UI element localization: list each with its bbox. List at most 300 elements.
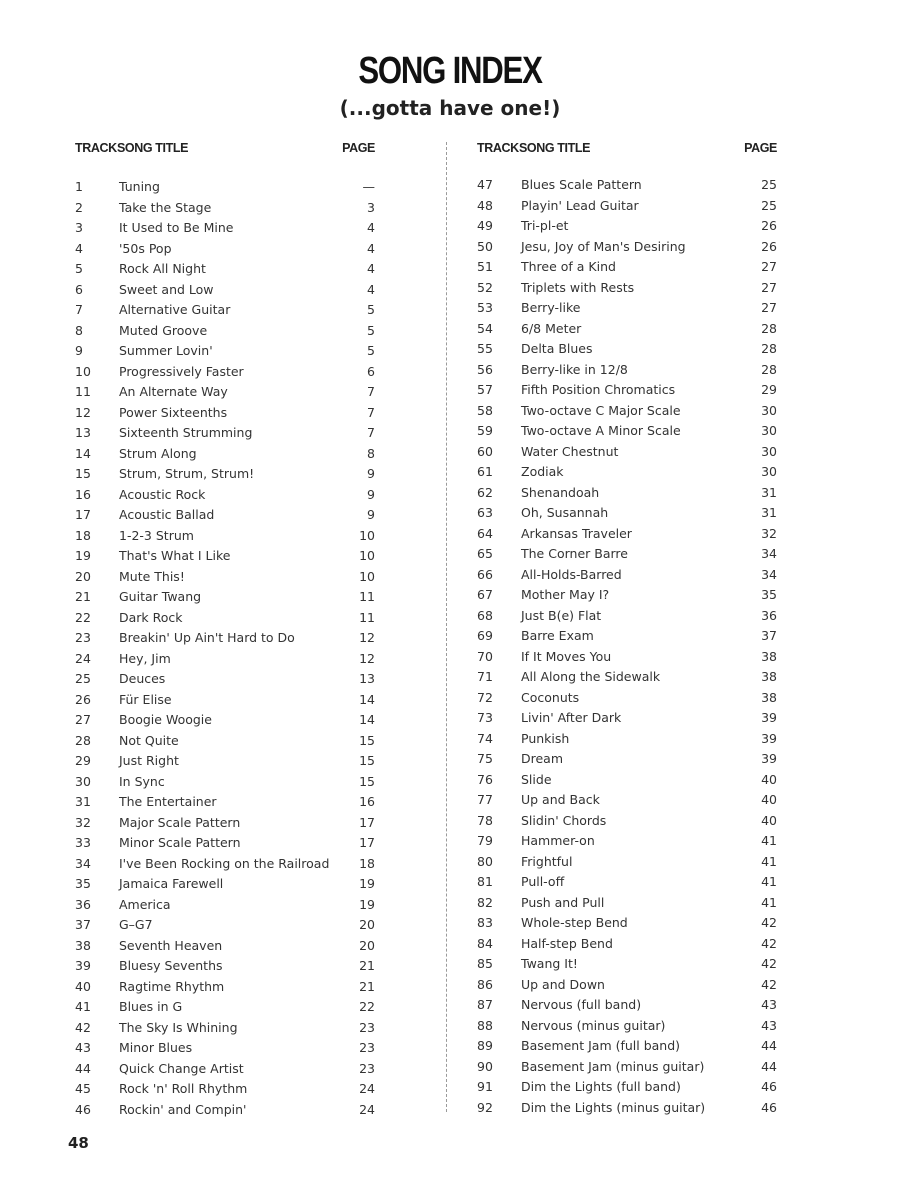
page-reference: 19 (359, 876, 375, 891)
page-reference: 30 (761, 464, 777, 479)
index-row (475, 1098, 785, 1119)
page-header: PAGE (744, 141, 777, 155)
song-title: Dim the Lights (minus guitar) (521, 1099, 706, 1115)
track-number: 9 (75, 343, 83, 358)
track-number: 60 (477, 443, 493, 459)
page-reference: 19 (359, 896, 375, 912)
index-row (73, 997, 383, 1018)
song-title: All Along the Sidewalk (521, 669, 661, 684)
page-reference: 46 (761, 1099, 777, 1115)
index-row (475, 934, 785, 955)
song-title: Rock All Night (119, 261, 206, 276)
page-reference: 24 (359, 1081, 375, 1096)
index-row (475, 708, 785, 729)
song-title: Rock 'n' Roll Rhythm (119, 1081, 248, 1096)
page-reference: 39 (761, 751, 777, 766)
song-title: Guitar Twang (119, 589, 202, 604)
page-reference: 7 (367, 384, 375, 399)
song-title: Nervous (minus guitar) (521, 1017, 666, 1033)
index-row (73, 198, 383, 219)
track-number: 49 (477, 218, 493, 233)
index-row (73, 690, 383, 711)
song-title: Berry-like (521, 300, 581, 315)
track-number: 50 (477, 238, 493, 254)
song-title: Two-octave C Major Scale (521, 402, 681, 418)
song-title: Oh, Susannah (521, 505, 609, 520)
song-title: Jamaica Farewell (119, 876, 224, 891)
song-title: Triplets with Rests (521, 279, 635, 295)
song-title: Acoustic Rock (119, 486, 206, 502)
page-reference: 42 (761, 935, 777, 951)
track-number: 29 (75, 753, 91, 768)
index-row (73, 608, 383, 629)
track-number: 30 (75, 773, 91, 789)
page-reference: 18 (359, 855, 375, 871)
page-reference: 23 (359, 1019, 375, 1035)
page-reference: 20 (359, 937, 375, 953)
page-reference: 7 (367, 404, 375, 420)
page-subtitle: (...gotta have one!) (339, 96, 561, 120)
index-row (73, 731, 383, 752)
track-number: 78 (477, 812, 493, 828)
page-reference: 26 (761, 218, 777, 233)
track-number: 88 (477, 1017, 493, 1033)
track-number: 53 (477, 300, 493, 315)
index-row (475, 913, 785, 934)
index-row (475, 975, 785, 996)
song-title: Rockin' and Compin' (119, 1101, 247, 1117)
song-title: If It Moves You (521, 648, 612, 664)
song-title: Just B(e) Flat (521, 607, 602, 623)
page-reference: 15 (359, 773, 375, 789)
page-reference: 14 (359, 691, 375, 707)
page-reference: 17 (359, 835, 375, 850)
track-number: 14 (75, 445, 91, 461)
track-number: 54 (477, 320, 493, 336)
index-row (475, 667, 785, 688)
index-row (73, 854, 383, 875)
song-title: Hammer-on (521, 833, 595, 848)
page-reference: 30 (761, 443, 777, 459)
index-row (73, 239, 383, 260)
song-title: Summer Lovin' (119, 343, 213, 358)
page-reference: 35 (761, 587, 777, 602)
page-reference: 11 (359, 589, 375, 604)
song-title: Minor Blues (119, 1040, 193, 1055)
index-row (475, 298, 785, 319)
page-reference: 32 (761, 525, 777, 541)
index-row (73, 218, 383, 239)
track-number: 44 (75, 1060, 91, 1076)
song-title: Arkansas Traveler (521, 525, 632, 541)
track-number: 59 (477, 423, 493, 438)
page-reference: — (362, 179, 375, 194)
page-reference: 28 (761, 361, 777, 377)
index-row (475, 503, 785, 524)
index-row (475, 278, 785, 299)
index-row (475, 1077, 785, 1098)
index-row (73, 259, 383, 280)
song-title: 1-2-3 Strum (119, 527, 194, 543)
song-title: All-Holds-Barred (521, 566, 622, 582)
page-header: PAGE (342, 141, 375, 155)
track-number: 1 (75, 179, 83, 194)
track-number: 71 (477, 669, 493, 684)
song-title: Major Scale Pattern (119, 814, 241, 830)
index-row (73, 895, 383, 916)
page-reference: 7 (367, 425, 375, 440)
song-title: Seventh Heaven (119, 937, 223, 953)
song-title: Dark Rock (119, 609, 183, 625)
page-reference: 12 (359, 650, 375, 666)
song-title-header: SONG TITLE (519, 141, 591, 155)
page-reference: 5 (367, 322, 375, 338)
page-reference: 3 (367, 199, 375, 215)
index-row (475, 729, 785, 750)
song-title: Ragtime Rhythm (119, 978, 225, 994)
index-row (475, 606, 785, 627)
index-row (73, 526, 383, 547)
song-title: Three of a Kind (521, 259, 616, 274)
track-number: 45 (75, 1081, 91, 1096)
track-number: 34 (75, 855, 91, 871)
track-number: 80 (477, 853, 493, 869)
track-number: 40 (75, 978, 91, 994)
page-reference: 42 (761, 956, 777, 971)
track-number: 42 (75, 1019, 91, 1035)
track-number: 10 (75, 363, 91, 379)
song-title: Boogie Woogie (119, 712, 212, 727)
index-row (475, 421, 785, 442)
index-row (475, 1057, 785, 1078)
index-row (475, 339, 785, 360)
index-row (73, 628, 383, 649)
page-reference: 17 (359, 814, 375, 830)
index-row (475, 360, 785, 381)
track-number: 65 (477, 546, 493, 561)
track-number: 3 (75, 220, 83, 235)
page-reference: 27 (761, 259, 777, 274)
index-row (475, 401, 785, 422)
index-row (73, 321, 383, 342)
index-row (475, 647, 785, 668)
track-number: 47 (477, 177, 493, 192)
page-reference: 10 (359, 568, 375, 584)
track-header: TRACK (477, 141, 519, 155)
index-row (73, 710, 383, 731)
page-reference: 27 (761, 300, 777, 315)
index-row (73, 977, 383, 998)
track-number: 62 (477, 484, 493, 500)
index-row (475, 893, 785, 914)
page-reference: 20 (359, 917, 375, 932)
song-title: Water Chestnut (521, 443, 619, 459)
song-title: Just Right (119, 753, 179, 768)
index-row (475, 954, 785, 975)
right-column-header (475, 141, 785, 157)
track-number: 32 (75, 814, 91, 830)
index-row (73, 280, 383, 301)
track-number: 19 (75, 548, 91, 563)
track-number: 7 (75, 302, 83, 317)
page-reference: 28 (761, 320, 777, 336)
page-reference: 4 (367, 240, 375, 256)
page-reference: 31 (761, 484, 777, 500)
page-reference: 38 (761, 669, 777, 684)
page-reference: 24 (359, 1101, 375, 1117)
song-title: The Corner Barre (521, 546, 628, 561)
page-reference: 12 (359, 630, 375, 645)
index-row (475, 790, 785, 811)
track-number: 64 (477, 525, 493, 541)
song-title: Sixteenth Strumming (119, 425, 253, 440)
page-reference: 23 (359, 1040, 375, 1055)
song-title: Bluesy Sevenths (119, 958, 223, 973)
index-row (73, 1079, 383, 1100)
song-title: Deuces (119, 671, 166, 686)
page-reference: 5 (367, 302, 375, 317)
page-reference: 40 (761, 792, 777, 807)
track-number: 13 (75, 425, 91, 440)
column-divider (446, 142, 447, 1112)
track-number: 73 (477, 710, 493, 725)
song-title: Quick Change Artist (119, 1060, 244, 1076)
song-title: America (119, 896, 171, 912)
index-row (73, 936, 383, 957)
index-row (475, 524, 785, 545)
track-number: 61 (477, 464, 493, 479)
page-reference: 23 (359, 1060, 375, 1076)
page-reference: 40 (761, 812, 777, 828)
page-reference: 30 (761, 423, 777, 438)
song-title: Power Sixteenths (119, 404, 228, 420)
index-row (475, 319, 785, 340)
page-reference: 41 (761, 894, 777, 910)
track-number: 22 (75, 609, 91, 625)
page-reference: 25 (761, 197, 777, 213)
track-number: 17 (75, 507, 91, 522)
song-title: Strum Along (119, 445, 197, 461)
song-title: Blues in G (119, 999, 183, 1014)
page-reference: 15 (359, 753, 375, 768)
song-title: Fifth Position Chromatics (521, 382, 676, 397)
index-row (73, 300, 383, 321)
track-number: 43 (75, 1040, 91, 1055)
song-title: Hey, Jim (119, 650, 171, 666)
left-index-column (73, 141, 383, 1117)
page-reference: 42 (761, 976, 777, 992)
page-reference: 44 (761, 1058, 777, 1074)
index-row (475, 380, 785, 401)
page-reference: 26 (761, 238, 777, 254)
index-row (73, 792, 383, 813)
track-number: 72 (477, 689, 493, 705)
page-reference: 31 (761, 505, 777, 520)
track-number: 26 (75, 691, 91, 707)
index-row (73, 444, 383, 465)
index-row (475, 1036, 785, 1057)
index-row (475, 237, 785, 258)
index-row (73, 1038, 383, 1059)
index-row (73, 1059, 383, 1080)
track-number: 4 (75, 240, 83, 256)
track-number: 11 (75, 384, 91, 399)
index-row (475, 749, 785, 770)
index-row (475, 442, 785, 463)
song-title: 6/8 Meter (521, 320, 582, 336)
song-title: The Entertainer (119, 794, 217, 809)
index-row (73, 751, 383, 772)
track-number: 82 (477, 894, 493, 910)
index-row (73, 772, 383, 793)
index-row (73, 587, 383, 608)
page-reference: 34 (761, 566, 777, 582)
index-row (475, 565, 785, 586)
index-row (73, 915, 383, 936)
song-title: That's What I Like (119, 548, 231, 563)
song-title: Delta Blues (521, 341, 593, 356)
song-title: Dream (521, 751, 564, 766)
song-title: Livin' After Dark (521, 710, 622, 725)
page-reference: 39 (761, 710, 777, 725)
track-number: 5 (75, 261, 83, 276)
track-number: 6 (75, 281, 83, 297)
track-number: 38 (75, 937, 91, 953)
song-title: Slide (521, 771, 552, 787)
track-number: 8 (75, 322, 83, 338)
page-reference: 4 (367, 281, 375, 297)
track-number: 33 (75, 835, 91, 850)
track-number: 52 (477, 279, 493, 295)
index-row (475, 257, 785, 278)
page-reference: 34 (761, 546, 777, 561)
track-number: 56 (477, 361, 493, 377)
song-title: G–G7 (119, 917, 153, 932)
track-number: 91 (477, 1079, 493, 1094)
page-reference: 14 (359, 712, 375, 727)
track-number: 31 (75, 794, 91, 809)
track-number: 27 (75, 712, 91, 727)
index-row (475, 1016, 785, 1037)
index-row (73, 669, 383, 690)
track-number: 57 (477, 382, 493, 397)
track-header: TRACK (75, 141, 117, 155)
track-number: 74 (477, 730, 493, 746)
index-row (475, 688, 785, 709)
page-reference: 44 (761, 1038, 777, 1053)
song-title: Zodiak (521, 464, 564, 479)
page-reference: 38 (761, 648, 777, 664)
track-number: 75 (477, 751, 493, 766)
track-number: 79 (477, 833, 493, 848)
song-title: Up and Back (521, 792, 600, 807)
track-number: 15 (75, 466, 91, 481)
index-row (73, 485, 383, 506)
index-row (475, 196, 785, 217)
song-title: Two-octave A Minor Scale (521, 423, 681, 438)
track-number: 28 (75, 732, 91, 748)
index-row (73, 1018, 383, 1039)
page-reference: 40 (761, 771, 777, 787)
track-number: 66 (477, 566, 493, 582)
page-reference: 15 (359, 732, 375, 748)
index-row (73, 833, 383, 854)
track-number: 81 (477, 874, 493, 889)
song-title: Push and Pull (521, 894, 605, 910)
index-row (475, 831, 785, 852)
page-reference: 10 (359, 527, 375, 543)
index-row (73, 813, 383, 834)
track-number: 63 (477, 505, 493, 520)
page-reference: 6 (367, 363, 375, 379)
track-number: 46 (75, 1101, 91, 1117)
song-title-header: SONG TITLE (117, 141, 189, 155)
track-number: 2 (75, 199, 83, 215)
song-title: Frightful (521, 853, 573, 869)
track-number: 39 (75, 958, 91, 973)
song-title: Jesu, Joy of Man's Desiring (521, 238, 686, 254)
index-row (475, 462, 785, 483)
song-title: In Sync (119, 773, 165, 789)
song-title: Acoustic Ballad (119, 507, 215, 522)
song-title: Take the Stage (119, 199, 212, 215)
track-number: 67 (477, 587, 493, 602)
right-index-list (475, 175, 785, 1118)
index-row (475, 175, 785, 196)
track-number: 41 (75, 999, 91, 1014)
song-title: Coconuts (521, 689, 580, 705)
song-title: Breakin' Up Ain't Hard to Do (119, 630, 295, 645)
song-title: Für Elise (119, 691, 172, 707)
index-row (73, 505, 383, 526)
song-title: Playin' Lead Guitar (521, 197, 639, 213)
page-reference: 8 (367, 445, 375, 461)
index-row (73, 382, 383, 403)
track-number: 25 (75, 671, 91, 686)
track-number: 12 (75, 404, 91, 420)
page-reference: 36 (761, 607, 777, 623)
song-title: Not Quite (119, 732, 179, 748)
page-reference: 5 (367, 343, 375, 358)
song-title: Mother May I? (521, 587, 610, 602)
page-reference: 9 (367, 466, 375, 481)
page-reference: 38 (761, 689, 777, 705)
page-reference: 22 (359, 999, 375, 1014)
song-title: The Sky Is Whining (119, 1019, 238, 1035)
track-number: 35 (75, 876, 91, 891)
track-number: 58 (477, 402, 493, 418)
page-reference: 4 (367, 261, 375, 276)
page-reference: 21 (359, 978, 375, 994)
track-number: 24 (75, 650, 91, 666)
index-row (73, 362, 383, 383)
track-number: 69 (477, 628, 493, 643)
song-title: Sweet and Low (119, 281, 214, 297)
page-reference: 43 (761, 1017, 777, 1033)
track-number: 87 (477, 997, 493, 1012)
track-number: 70 (477, 648, 493, 664)
index-row (73, 403, 383, 424)
index-row (475, 770, 785, 791)
page-reference: 10 (359, 548, 375, 563)
index-row (475, 995, 785, 1016)
song-title: Muted Groove (119, 322, 208, 338)
track-number: 83 (477, 915, 493, 930)
page-reference: 28 (761, 341, 777, 356)
page-reference: 27 (761, 279, 777, 295)
page-reference: 42 (761, 915, 777, 930)
song-title: Strum, Strum, Strum! (119, 466, 255, 481)
